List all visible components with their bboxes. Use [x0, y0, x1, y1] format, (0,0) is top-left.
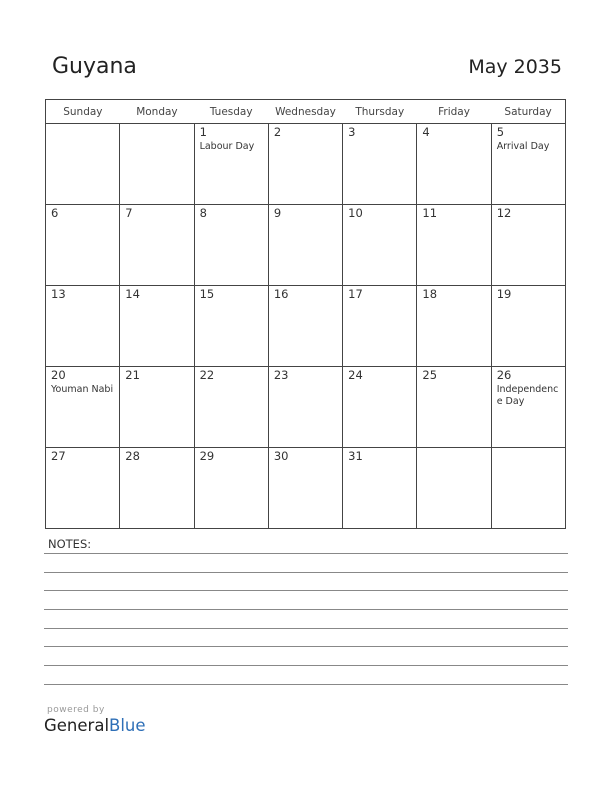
- day-number: 12: [496, 206, 512, 220]
- day-number: 21: [125, 368, 140, 382]
- calendar-day-cell: [417, 448, 491, 529]
- day-number: 29: [199, 449, 215, 463]
- calendar-day-cell: [194, 448, 268, 529]
- calendar-week-row: [46, 124, 566, 205]
- weekday-saturday: Saturday: [491, 100, 565, 124]
- powered-by-text: powered by: [47, 705, 105, 715]
- note-line: [44, 684, 568, 685]
- day-number: 13: [51, 287, 66, 301]
- calendar-day-cell: [46, 448, 120, 529]
- day-number: 16: [273, 287, 289, 301]
- day-number: 9: [273, 206, 282, 220]
- generalblue-logo[interactable]: [44, 716, 146, 735]
- calendar-day-cell: [120, 205, 194, 286]
- day-number: 26: [496, 368, 512, 382]
- note-line: [44, 646, 568, 647]
- calendar-day-cell: [120, 124, 194, 205]
- day-number: 27: [51, 449, 66, 463]
- calendar-day-cell: [120, 286, 194, 367]
- calendar-day-cell: [491, 286, 565, 367]
- note-line: [44, 609, 568, 610]
- day-number: 8: [199, 206, 207, 220]
- calendar-day-cell: [491, 124, 565, 205]
- day-number: 4: [422, 125, 430, 139]
- calendar-day-cell: [46, 367, 120, 448]
- calendar-day-cell: [268, 124, 342, 205]
- calendar-grid: [45, 99, 566, 529]
- day-number: 10: [348, 206, 363, 220]
- calendar-day-cell: [417, 367, 491, 448]
- day-number: 15: [199, 287, 215, 301]
- logo-blue-text: Blue: [109, 716, 146, 735]
- calendar-week-row: [46, 205, 566, 286]
- holiday-label: Arrival Day: [496, 141, 550, 152]
- holiday-label: Independence Day: [496, 384, 559, 407]
- day-number: 28: [125, 449, 140, 463]
- holiday-label: Labour Day: [199, 141, 255, 152]
- calendar-day-cell: [343, 367, 417, 448]
- day-number: 7: [125, 206, 133, 220]
- note-line: [44, 590, 568, 591]
- country-title: Guyana: [52, 54, 137, 79]
- weekday-monday: Monday: [120, 100, 194, 124]
- weekday-header-row: [46, 100, 566, 124]
- calendar-day-cell: [46, 124, 120, 205]
- calendar-day-cell: [343, 205, 417, 286]
- calendar-day-cell: [491, 205, 565, 286]
- calendar-day-cell: [417, 286, 491, 367]
- logo-general-text: General: [44, 716, 110, 735]
- calendar-day-cell: [491, 448, 565, 529]
- calendar-day-cell: [268, 286, 342, 367]
- day-number: 25: [422, 368, 438, 382]
- calendar-day-cell: [343, 124, 417, 205]
- calendar-day-cell: [268, 367, 342, 448]
- calendar-day-cell: [194, 205, 268, 286]
- calendar-week-row: [46, 448, 566, 529]
- weekday-thursday: Thursday: [343, 100, 417, 124]
- calendar-day-cell: [268, 205, 342, 286]
- calendar-day-cell: [194, 367, 268, 448]
- day-number: 6: [51, 206, 59, 220]
- day-number: 20: [51, 368, 66, 382]
- month-year-title: May 2035: [468, 56, 562, 78]
- weekday-sunday: Sunday: [46, 100, 120, 124]
- day-number: 30: [273, 449, 289, 463]
- calendar-week-row: [46, 367, 566, 448]
- day-number: 14: [125, 287, 140, 301]
- day-number: 24: [348, 368, 363, 382]
- weekday-wednesday: Wednesday: [268, 100, 342, 124]
- calendar-day-cell: [417, 124, 491, 205]
- calendar-day-cell: [194, 286, 268, 367]
- weekday-tuesday: Tuesday: [194, 100, 268, 124]
- calendar-day-cell: [194, 124, 268, 205]
- day-number: 31: [348, 449, 363, 463]
- calendar-day-cell: [120, 448, 194, 529]
- note-line: [44, 628, 568, 629]
- day-number: 5: [496, 125, 505, 139]
- day-number: 19: [496, 287, 512, 301]
- day-number: 22: [199, 368, 215, 382]
- weekday-friday: Friday: [417, 100, 491, 124]
- day-number: 1: [199, 125, 207, 139]
- calendar-day-cell: [343, 448, 417, 529]
- calendar-day-cell: [46, 205, 120, 286]
- day-number: 3: [348, 125, 356, 139]
- calendar-day-cell: [120, 367, 194, 448]
- day-number: 23: [273, 368, 289, 382]
- calendar-week-row: [46, 286, 566, 367]
- day-number: 2: [273, 125, 282, 139]
- holiday-label: Youman Nabi: [51, 384, 114, 395]
- note-line: [44, 572, 568, 573]
- note-line: [44, 553, 568, 554]
- day-number: 18: [422, 287, 438, 301]
- day-number: 17: [348, 287, 363, 301]
- day-number: 11: [422, 206, 438, 220]
- calendar-day-cell: [491, 367, 565, 448]
- note-line: [44, 665, 568, 666]
- calendar-day-cell: [417, 205, 491, 286]
- notes-label: NOTES:: [48, 537, 92, 551]
- calendar-day-cell: [46, 286, 120, 367]
- calendar-day-cell: [343, 286, 417, 367]
- calendar-day-cell: [268, 448, 342, 529]
